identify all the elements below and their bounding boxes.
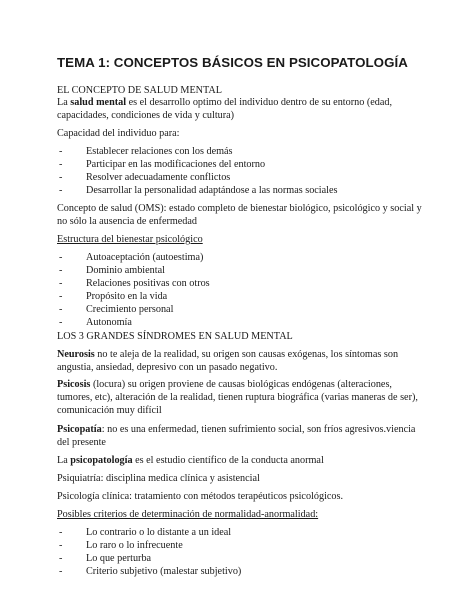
section-heading-sindromes: LOS 3 GRANDES SÍNDROMES EN SALUD MENTAL <box>57 331 293 342</box>
term-psicosis: Psicosis <box>57 379 91 390</box>
paragraph-psicopatia: Psicopatía: no es una enfermedad, tienen sufrimiento social, son fríos agresivos.viencia del presente <box>57 424 416 449</box>
list-item: - Lo contrario o lo distante a un ideal <box>57 526 241 539</box>
paragraph-neurosis: Neurosis no te aleja de la realidad, su origen son causas exógenas, los síntomas son angustia, ansiedad, depresivo con un pasado negativo. <box>57 349 399 374</box>
list-item: - Autoaceptación (autoestima) <box>57 251 210 264</box>
list-item: - Propósito en la vida <box>57 290 210 303</box>
paragraph-psicopatologia: La psicopatología es el estudio científico de la conducta anormal <box>57 455 324 466</box>
capacidad-list <box>57 145 337 197</box>
paragraph-psicosis: Psicosis (locura) su origen proviene de causas biológicas endógenas (alteraciones, tumores, etc), alteración de la realidad, tienen ruptura biográfica (varias maneras de ser), comunicación muy difícil <box>57 379 418 417</box>
section-heading-salud-mental: EL CONCEPTO DE SALUD MENTAL <box>57 85 223 96</box>
criterios-heading: Posibles criterios de determinación de normalidad-anormalidad: <box>57 509 319 520</box>
list-item: - Crecimiento personal <box>57 303 210 316</box>
term-psicopatia: Psicopatía <box>57 424 102 435</box>
list-item: - Criterio subjetivo (malestar subjetivo) <box>57 565 241 578</box>
page-title: TEMA 1: CONCEPTOS BÁSICOS EN PSICOPATOLOGÍA <box>57 55 408 70</box>
list-item: - Lo raro o lo infrecuente <box>57 539 241 552</box>
list-item: - Desarrollar la personalidad adaptándose a las normas sociales <box>57 184 337 197</box>
paragraph-psiquiatria: Psiquiatría: disciplina medica clínica y asistencial <box>57 473 260 484</box>
list-item: - Lo que perturba <box>57 552 241 565</box>
list-item: - Establecer relaciones con los demás <box>57 145 337 158</box>
term-neurosis: Neurosis <box>57 349 95 360</box>
list-item: - Autonomía <box>57 316 210 329</box>
paragraph-psicologia-clinica: Psicología clínica: tratamiento con métodos terapéuticos psicológicos. <box>57 491 344 502</box>
term-psicopatologia: psicopatología <box>70 455 133 466</box>
paragraph-oms: Concepto de salud (OMS): estado completo de bienestar biológico, psicológico y social y no sólo la ausencia de enfermedad <box>57 203 422 228</box>
estructura-heading: Estructura del bienestar psicológico <box>57 234 203 245</box>
estructura-list <box>57 251 210 330</box>
list-item: - Resolver adecuadamente conflictos <box>57 171 337 184</box>
capacidad-intro: Capacidad del individuo para: <box>57 128 180 139</box>
criterios-list <box>57 526 241 578</box>
paragraph-salud-mental: La salud mental es el desarrollo optimo del individuo dentro de su entorno (edad, capacidades, condiciones de vida y cultura) <box>57 97 393 122</box>
list-item: - Dominio ambiental <box>57 264 210 277</box>
term-salud-mental: salud mental <box>70 97 127 108</box>
list-item: - Participar en las modificaciones del entorno <box>57 158 337 171</box>
list-item: - Relaciones positivas con otros <box>57 277 210 290</box>
